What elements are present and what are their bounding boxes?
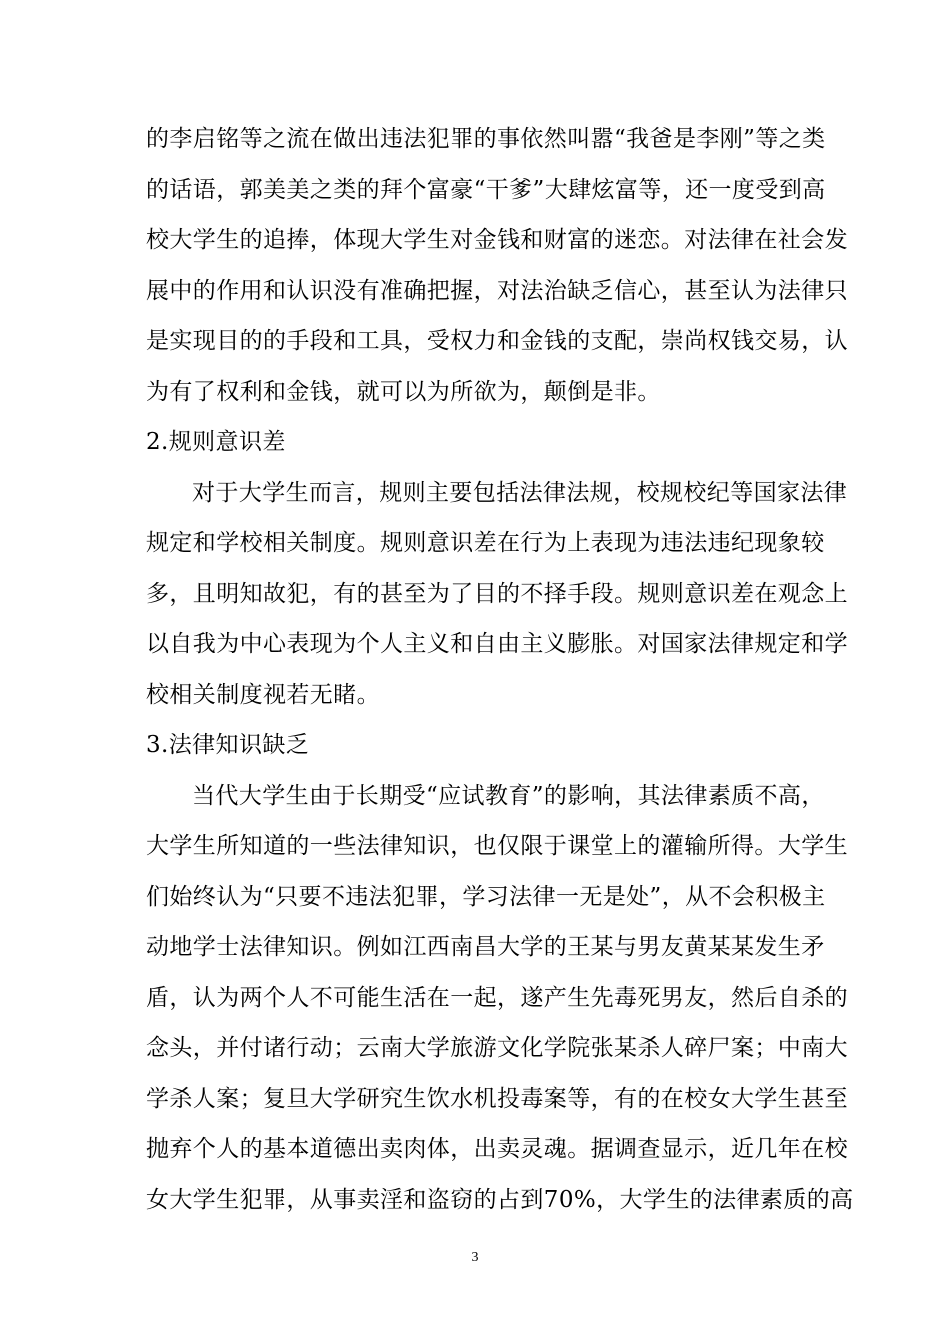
text-line: 为有了权利和金钱，就可以为所欲为，颠倒是非。 — [146, 378, 661, 405]
text-line: 的李启铭等之流在做出违法犯罪的事依然叫嚣“我爸是李刚”等之类 — [146, 126, 826, 152]
text-line: 校相关制度视若无睹。 — [146, 681, 380, 708]
text-line: 规定和学校相关制度。规则意识差在行为上表现为违法违纪现象较 — [146, 530, 825, 556]
text-line: 校大学生的追捧，体现大学生对金钱和财富的迷恋。对法律在社会发 — [146, 227, 848, 253]
page-number: 3 — [471, 1250, 479, 1265]
body-text — [146, 114, 854, 1225]
text-line: 对于大学生而言，规则主要包括法律法规，校规校纪等国家法律 — [192, 479, 848, 506]
text-line: 动地学士法律知识。例如江西南昌大学的王某与男友黄某某发生矛 — [146, 934, 825, 960]
text-line: 的话语，郭美美之类的拜个富豪“干爹”大肆炫富等，还一度受到高 — [146, 176, 826, 203]
text-line: 展中的作用和认识没有准确把握，对法治缺乏信心，甚至认为法律只 — [146, 277, 848, 304]
text-line: 学杀人案；复旦大学研究生饮水机投毒案等，有的在校女大学生甚至 — [146, 1085, 848, 1112]
text-line: 大学生所知道的一些法律知识，也仅限于课堂上的灌输所得。大学生 — [146, 833, 848, 859]
text-line: 是实现目的的手段和工具，受权力和金钱的支配，崇尚权钱交易，认 — [146, 328, 848, 354]
text-line: 以自我为中心表现为个人主义和自由主义膨胀。对国家法律规定和学 — [146, 631, 848, 657]
text-line: 们始终认为“只要不违法犯罪，学习法律一无是处”，从不会积极主 — [146, 883, 826, 910]
text-line: 当代大学生由于长期受“应试教育”的影响，其法律素质不高， — [192, 782, 825, 809]
text-line: 盾，认为两个人不可能生活在一起，遂产生先毒死男友，然后自杀的 — [146, 984, 848, 1011]
text-line: 2.规则意识差 — [146, 429, 286, 455]
text-line: 多，且明知故犯，有的甚至为了目的不择手段。规则意识差在观念上 — [146, 580, 848, 607]
text-line: 念头，并付诸行动；云南大学旅游文化学院张某杀人碎尸案；中南大 — [146, 1035, 848, 1061]
text-line: 3.法律知识缺乏 — [146, 732, 310, 758]
text-line: 抛弃个人的基本道德出卖肉体，出卖灵魂。据调查显示，近几年在校 — [146, 1136, 848, 1162]
text-line: 女大学生犯罪，从事卖淫和盗窃的占到70%，大学生的法律素质的高 — [146, 1186, 854, 1213]
